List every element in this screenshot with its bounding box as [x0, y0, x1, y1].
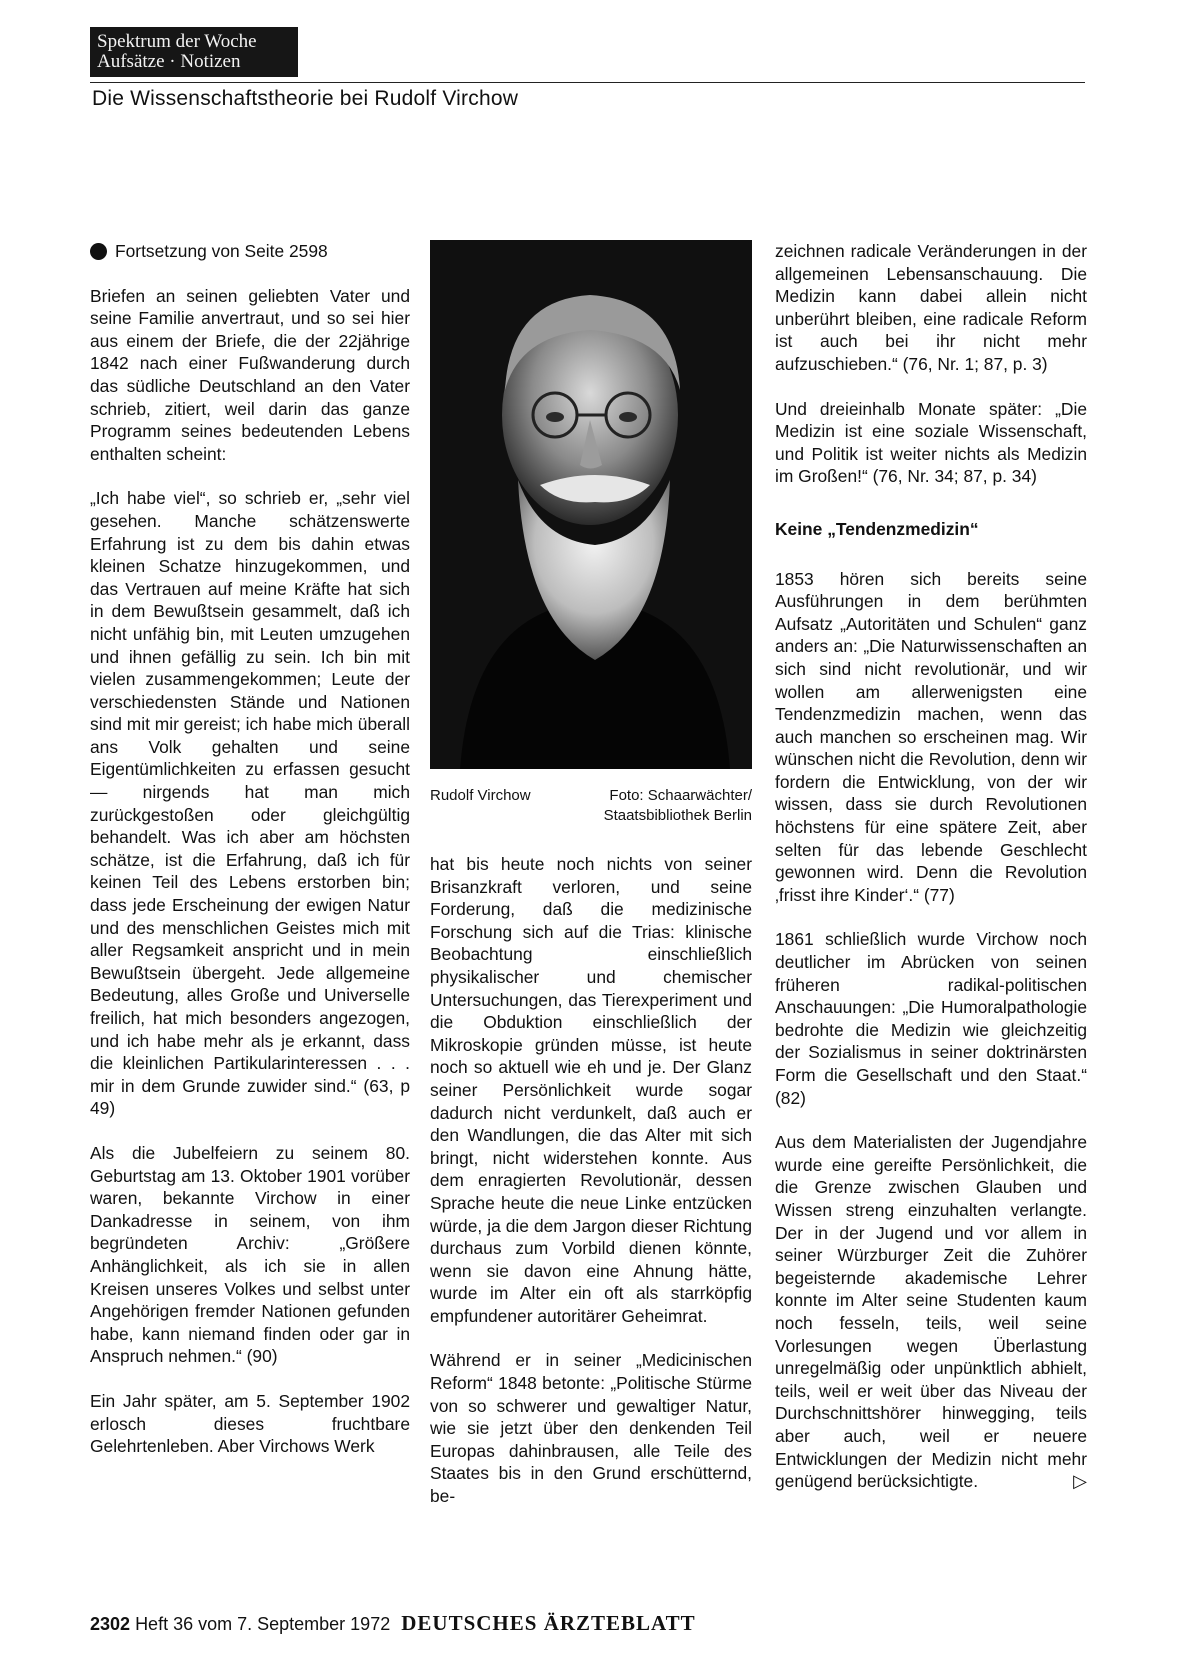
caption-credit — [604, 786, 752, 826]
journal-name: DEUTSCHES ÄRZTEBLATT — [401, 1611, 696, 1635]
paragraph: „Ich habe viel“, so schrieb er, „sehr viel gesehen. Manche schätzenswerte Erfahrung ist zu dem bis dahin etwas kleinen Schatze hinzugekommen, und das Vertrauen auf meine Kräfte hat sich in dem Bewußtsein gesammelt, daß ich nicht unfähig bin, mit Leuten umzugehen und ihnen gefällig zu sein. Ich bin mit vielen zusammengekommen; Leute der verschiedensten Stände und Nationen sind mit mir gereist; ich habe mich überall ans Volk gehalten und seine Eigentümlichkeiten zu erfassen gesucht — nirgends hat man mich zurückgestoßen oder gleichgültig behandelt. Was ich aber am höchsten schätze, ist die Erfahrung, daß ich für keinen Teil des Lebens erstorben bin; dass jede Erscheinung der ewigen Natur und des menschlichen Geistes mich mit aller Regsamkeit anspricht und in mein Bewußtsein übergeht. Jede allgemeine Bedeutung, alles Große und Universelle freilich, hat mich besonders angezogen, und ich habe mehr als je erkannt, dass die kleinlichen Partikularinteressen . . . mir in dem Grunde zuwider sind.“ (63, p 49) — [90, 488, 410, 1119]
page-title: Die Wissenschaftstheorie bei Rudolf Virchow — [92, 87, 519, 110]
paragraph: Briefen an seinen geliebten Vater und seine Familie anvertraut, und so sei hier aus einem der Briefe, die der 22jährige 1842 nach einer Fußwanderung durch das südliche Deutschland an den Vater schrieb, zitiert, weil darin das ganze Programm seines bedeutenden Lebens enthalten scheint: — [90, 285, 410, 464]
section-subheading: Keine „Tendenzmedizin“ — [775, 518, 979, 539]
paragraph: Und dreieinhalb Monate später: „Die Medizin ist eine soziale Wissenschaft, und Politik ist weiter nichts als Medizin im Großen!“ (76, Nr. 34; 87, p. 34) — [775, 398, 1087, 487]
bullet-icon — [90, 243, 107, 260]
section-label-line2: Aufsätze · Notizen — [97, 51, 241, 72]
section-label — [90, 27, 298, 77]
paragraph: zeichnen radicale Veränderungen in der allgemeinen Lebensanschauung. Die Medizin kann dabei allein nicht unberührt bleiben, eine radicale Reform ist auch bei ihr nicht mehr aufzuschieben.“ (76, Nr. 1; 87, p. 3) — [775, 241, 1087, 374]
paragraph: 1853 hören sich bereits seine Ausführungen in dem berühmten Aufsatz „Autoritäten und Schulen“ ganz anders an: „Die Naturwissenschaften an sich sind nicht revolutionär, und wir wollen am allerwenigsten eine Tendenzmedizin machen, wenn das auch manchen so erscheinen mag. Wir wünschen nicht die Revolution, denn wir fordern die Entwicklung, von der wir wissen, dass sie durch Revolutionen höchstens für eine spätere Zeit, aber selten für das lebende Geschlecht gewonnen wird. Denn die Revolution ‚frisst ihre Kinder‘.“ (77) — [775, 568, 1087, 905]
portrait-photo — [430, 240, 752, 769]
paragraph: Während er in seiner „Medicinischen Reform“ 1848 betonte: „Politische Stürme von so schwerer und gewaltiger Natur, wie sie jetzt über den denkenden Teil Europas dahinbrausen, alle Teile des Staates bis in den Grund erschütternd, be- — [430, 1350, 752, 1507]
paragraph: Als die Jubelfeiern zu seinem 80. Geburtstag am 13. Oktober 1901 vorüber waren, bekannte Virchow in einer Dankadresse in seinem, von ihm begründeten Archiv: „Größere Anhänglichkeit, als ich sie in allen Kreisen unseres Volkes und selbst unter Angehörigen fremder Nationen gefunden habe, kann niemand finden oder gar in Anspruch nehmen.“ (90) — [90, 1142, 410, 1367]
paragraph: hat bis heute noch nichts von seiner Brisanzkraft verloren, und seine Forderung, daß die medizinische Forschung sich auf die Trias: klinische Beobachtung einschließlich physikalischer und chemischer Untersuchungen, das Tierexperiment und die Obduktion einschließlich der Mikroskopie gründen müsse, ist heute noch so aktuell wie eh und je. Der Glanz seiner Persönlichkeit wurde sogar dadurch nicht verdunkelt, daß auch er den Wandlungen, die das Alter mit sich bringt, nicht widerstehen konnte. Aus dem enragierten Revolutionär, dessen Sprache heute die neue Linke entzücken würde, ja die dem Jargon dieser Richtung durchaus zum Vorbild dienen könnte, wenn sie davon eine Ahnung hätte, wurde im Alter ein oft als starrköpfig empfundener autoritärer Geheimrat. — [430, 854, 752, 1326]
section-label-line1: Spektrum der Woche — [97, 31, 257, 52]
column-2 — [430, 853, 752, 1530]
caption-credit-line2: Staatsbibliothek Berlin — [603, 807, 752, 824]
header-rule — [90, 82, 1085, 83]
paragraph: Ein Jahr später, am 5. September 1902 erlosch dieses fruchtbare Gelehrtenleben. Aber Virchows Werk — [90, 1390, 410, 1457]
column-3 — [775, 240, 1087, 1515]
caption-credit-line1: Foto: Schaarwächter/ — [609, 787, 752, 804]
paragraph: 1861 schließlich wurde Virchow noch deutlicher im Abrücken von seinen früheren radikal-politischen Anschauungen: „Die Humoralpathologie bedrohte die Medizin wie gleichzeitig der Sozialismus in seiner doktrinärsten Form die Gesellschaft und den Staat.“ (82) — [775, 929, 1087, 1108]
column-1 — [90, 240, 410, 1480]
continue-arrow-icon: ▷ — [1073, 1471, 1087, 1492]
continuation-text: Fortsetzung von Seite 2598 — [115, 241, 328, 261]
issue-info: Heft 36 vom 7. September 1972 — [135, 1614, 391, 1634]
page-number: 2302 — [90, 1614, 131, 1634]
paragraph-text: Aus dem Materialisten der Jugendjahre wurde eine gereifte Persönlichkeit, die die Grenze zwischen Glauben und Wissen streng einzuhalten verlangte. Der in der Jugend und vor allem in seiner Würzburger Zeit die Zuhörer begeisternde akademische Lehrer konnte im Alter seine Studenten kaum noch fesseln, teils, weil seine Vorlesungen wegen Überlastung unregelmäßig oder unpünktlich abhielt, teils, weil er weit über das Niveau der Durchschnittshörer hinwegging, teils aber auch, weil er neuere Entwicklungen der Medizin nicht mehr genügend berücksichtigte. — [775, 1132, 1087, 1492]
page-footer — [90, 1611, 696, 1636]
caption-name: Rudolf Virchow — [430, 787, 531, 804]
paragraph-last — [775, 1131, 1087, 1493]
portrait-illustration — [430, 240, 752, 769]
continuation-note — [90, 240, 410, 263]
